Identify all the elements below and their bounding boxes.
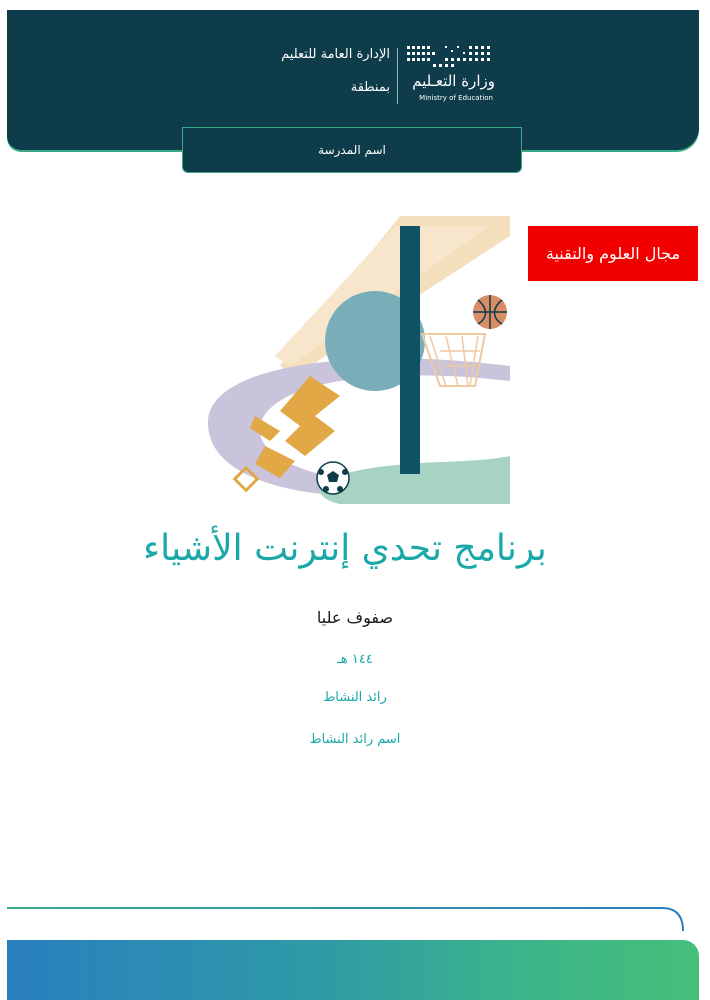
footer-divider-line bbox=[7, 905, 693, 931]
admin-region: بمنطقة bbox=[350, 80, 390, 95]
ministry-logo-icon bbox=[405, 42, 495, 72]
hoop-pole-shape bbox=[400, 226, 420, 474]
domain-badge bbox=[528, 226, 698, 281]
grade-level: صفوف عليا bbox=[316, 608, 394, 627]
admin-title: الإدارة العامة للتعليم bbox=[281, 47, 390, 62]
cover-title bbox=[0, 528, 710, 569]
cover-illustration bbox=[200, 216, 510, 504]
footer-gradient-bar bbox=[7, 940, 699, 1000]
activity-leader-name: اسم رائد النشاط bbox=[309, 732, 401, 747]
basketball-icon bbox=[473, 295, 507, 329]
ministry-logo bbox=[405, 42, 495, 108]
activity-leader-label: رائد النشاط bbox=[323, 690, 387, 705]
hijri-year: ١٤٤ هـ bbox=[337, 652, 373, 667]
cover-title-text: برنامج تحدي إنترنت الأشياء bbox=[143, 528, 547, 569]
school-name: اسم المدرسة bbox=[318, 143, 386, 157]
ministry-name-arabic: وزارة التعـليم bbox=[412, 72, 495, 90]
school-name-bar bbox=[182, 127, 522, 173]
domain-label: مجال العلوم والتقنية bbox=[545, 244, 681, 263]
soccer-ball-icon bbox=[317, 462, 349, 494]
logo-divider bbox=[397, 48, 398, 104]
ministry-name-english: Ministry of Education bbox=[419, 94, 493, 102]
